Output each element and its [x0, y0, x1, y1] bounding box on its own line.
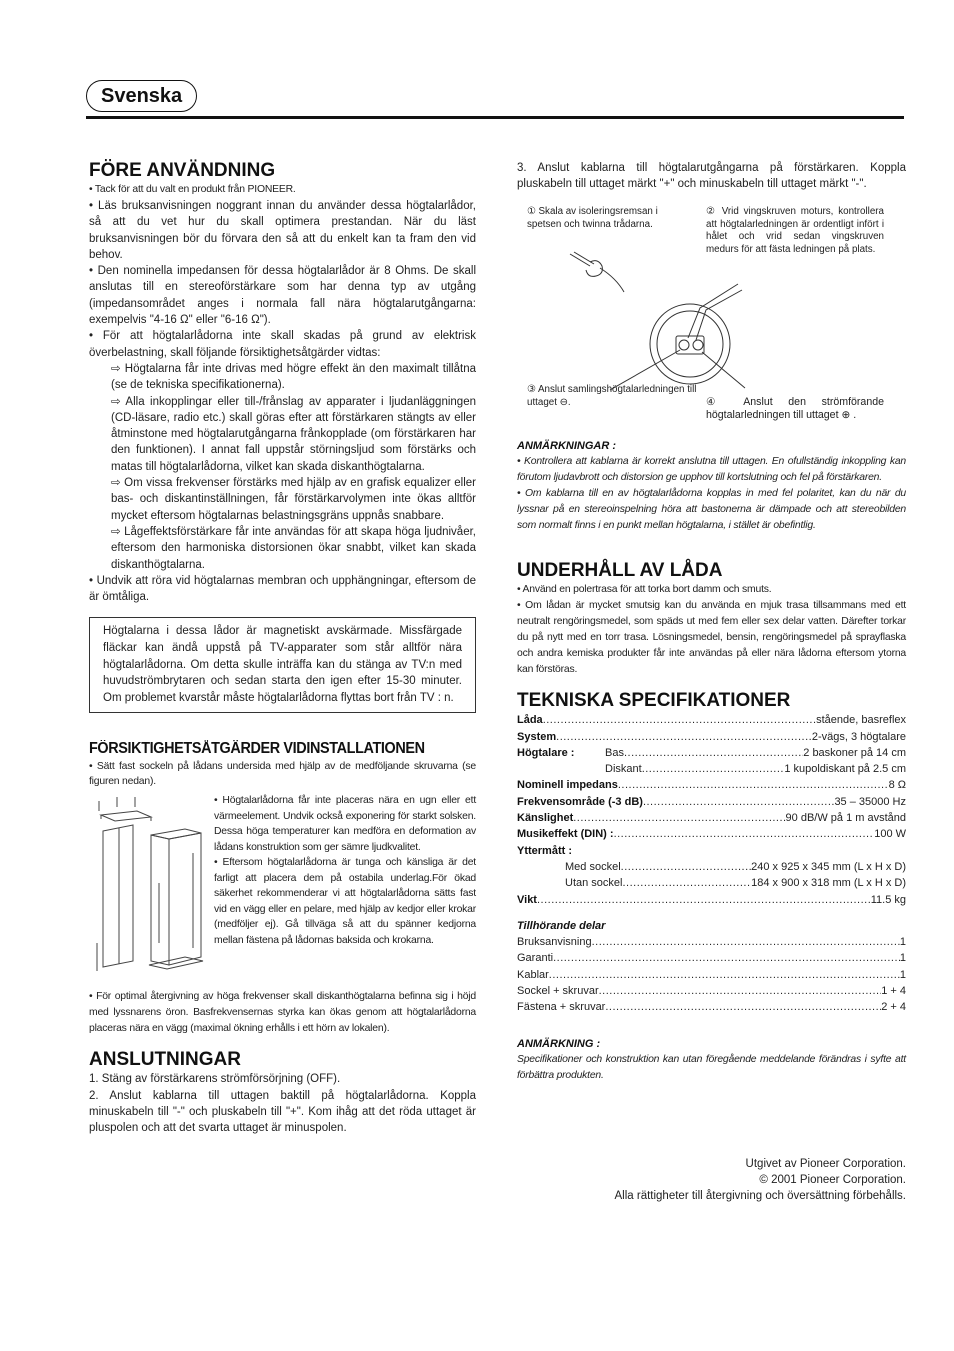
spec-row — [517, 794, 906, 810]
paragraph: 2. Anslut kablarna till uttagen baktill på högtalarlådorna. Koppla minuskabeln till "-" och pluskabeln till "+". Kom ihåg att det röda uttaget är pluspolen och att det svarta uttaget är minuspolen. — [89, 1089, 476, 1135]
spec-sublabel: Utan sockel — [565, 877, 623, 890]
leader-dots — [556, 729, 812, 745]
leader-dots — [621, 859, 751, 875]
accessories-table — [517, 934, 906, 1015]
accessory-row — [517, 983, 906, 999]
leader-dots — [553, 950, 900, 966]
spec-row — [517, 875, 906, 891]
notice-text: Högtalarna i dessa lådor är magnetiskt avskärmade. Missfärgade fläckar kan ändå uppstå på TV-apparater som står alltför nära högtalarlådorna. Om detta skulle inträffa kan du stänga av TV:n med huvudströmbrytaren och sedan starta den igen efter 15-30 minuter. Om problemet kvarstår måste högtalarlådorna flyttas bort från TV : n. — [103, 625, 462, 704]
spec-label: Yttermått : — [517, 844, 573, 857]
paragraph: • Tack för att du valt en produkt från PIONEER. — [89, 184, 296, 195]
spec-sublabel: Diskant — [605, 763, 642, 776]
paragraph: • Använd en polertrasa för att torka bort damm och smuts. — [517, 584, 772, 596]
caution-item: ⇨ Alla inkopplingar eller till-/frånslag av apparater i ljudanläggningen (CD-läsare, radio etc.) skall göras efter att förstärkaren stängts av eller åtminstone med högtalarutgångarna frånkopplade (om förstärkaren har den funktionen). I annat fall uppstår störningsljud som förstärks och matas till högtalarlådorna, vilket kan skada diskanthögtalarna. — [111, 395, 476, 473]
spec-sublabel: Med sockel — [565, 860, 621, 873]
remarks-title: ANMÄRKNINGAR : — [517, 440, 616, 452]
leader-dots — [537, 892, 871, 908]
speaker-stand-icon — [89, 793, 214, 989]
left-column — [89, 160, 476, 1137]
magnetic-shield-notice — [89, 617, 476, 713]
paragraph: 3. Anslut kablarna till högtalarutgångarna på förstärkaren. Koppla pluskabeln till uttaget märkt "+" och minuskabeln till uttaget märkt "-". — [517, 162, 906, 191]
copyright-line: © 2001 Pioneer Corporation. — [759, 1174, 906, 1186]
paragraph: • För optimal återgivning av höga frekvenser skall diskanthögtalarna befinna sig i höjd med lyssnarens öron. Basfrekvensernas styrka kan ökas genom att högtalarlådorna placeras nära en vägg (maximal ökning erhålls i ett hörn av lokalen). — [89, 991, 476, 1035]
spec-label: Musikeffekt (DIN) : — [517, 828, 614, 841]
leader-dots — [549, 967, 900, 983]
paragraph: • Läs bruksanvisningen noggrant innan du använder dessa högtalarlådor, så att du vet hur du skall optimera prestandan. När du läst bruksanvisningen bör du förvara den så att du enkelt kan ta fram den vid behov. — [89, 200, 476, 261]
spec-row — [517, 843, 906, 859]
leader-dots — [573, 810, 785, 826]
accessories-title: Tillhörande delar — [517, 919, 606, 932]
section-title-specs: TEKNISKA SPECIFIKATIONER — [517, 690, 791, 712]
header-rule — [86, 116, 904, 119]
spec-row — [517, 729, 906, 745]
note-text: Specifikationer och konstruktion kan utan föregående meddelande förändras i syfte att förbättra produkten. — [517, 1053, 906, 1081]
paragraph: • Sätt fast sockeln på lådans undersida med hjälp av de medföljande skruvarna (se figuren nedan). — [89, 761, 476, 788]
spec-value: stående, basreflex — [816, 714, 906, 727]
spec-label: Låda — [517, 714, 543, 727]
spec-label: Frekvensområde (-3 dB) — [517, 795, 643, 808]
accessory-qty: 2 + 4 — [881, 1001, 906, 1014]
paragraph: • Undvik att röra vid högtalarnas membran och upphängningar, eftersom de är ömtåliga. — [89, 574, 476, 604]
spec-label: System — [517, 730, 557, 743]
spec-label: Vikt — [517, 893, 537, 906]
spec-row — [517, 826, 906, 842]
remark-item: • Om kablarna till en av högtalarlådorna kopplas in med fel polaritet, kan du när du lyssnar på en stereoinspelning höra att bastonerna är dämpade och att stereobilden som normalt finns i en punkt mellan högtalarna, i stället är obefintlig. — [517, 488, 906, 532]
spec-row — [517, 810, 906, 826]
paragraph: • Den nominella impedansen för dessa högtalarlådor är 8 Ohms. De skall anslutas till en stereoförstärkare som har denna typ av utgång (impedansområdet anges i normala fall nära högtalarutgångarna: exempelvis "4-16 Ω" eller "6-16 Ω"). — [89, 265, 476, 327]
accessory-qty: 1 — [899, 968, 906, 981]
accessory-row — [517, 967, 906, 983]
spec-value: 11.5 kg — [870, 893, 906, 906]
leader-dots — [605, 999, 881, 1015]
spec-value: 1 kupoldiskant på 2.5 cm — [784, 763, 906, 776]
spec-row — [517, 761, 906, 777]
spec-sublabel: Bas — [605, 746, 624, 759]
leader-dots — [543, 712, 816, 728]
right-column — [517, 160, 906, 193]
accessory-label: Sockel + skruvar — [517, 985, 599, 998]
spec-row — [517, 859, 906, 875]
spec-value: 2 baskoner på 14 cm — [803, 746, 906, 759]
caption-2: ② Vrid vingskruven moturs, kontrollera att högtalarledningen är ordentligt infört i hålet och vrid sedan vingskruven medurs för att fästa ledningen på plats. — [706, 206, 884, 255]
leader-dots — [622, 875, 751, 891]
accessory-label: Kablar — [517, 968, 549, 981]
section-title-fore: FÖRE ANVÄNDNING — [89, 160, 276, 181]
spec-table — [517, 712, 906, 908]
rights-line: Alla rättigheter till återgivning och översättning förbehålls. — [614, 1190, 906, 1202]
paragraph: • För att högtalarlådorna inte skall skadas på grund av elektrisk överbelastning, skall följande försiktighetsåtgärder vidtas: — [89, 330, 476, 359]
paragraph: • Eftersom högtalarlådorna är tunga och känsliga är det farligt att placera dem på ostabila underlag.För ökad säkerhet rekommenderar vi att högtalarlådorna sätts fast vid en vägg eller en pelare, med hjälp av kedjor eller krokar (medföljer ej). Gå tillväga så att du spänner kedjorna mellan fästena på lådornas baksida och krokarna. — [214, 857, 476, 946]
spec-row — [517, 892, 906, 908]
remark-item: • Kontrollera att kablarna är korrekt anslutna till uttagen. En ofullständig inkoppling kan förutom ljudavbrott och distorsion ge upphov till kortslutning och fel på förstärkaren. — [517, 456, 906, 484]
accessory-qty: 1 — [899, 936, 906, 949]
note-title: ANMÄRKNING : — [517, 1037, 601, 1050]
accessory-qty: 1 — [899, 952, 906, 965]
spec-value: 90 dB/W på 1 m avstånd — [785, 812, 906, 825]
spec-value: 100 W — [874, 828, 906, 841]
accessory-row — [517, 999, 906, 1015]
spec-row — [517, 745, 906, 761]
spec-value: 8 Ω — [888, 779, 906, 792]
spec-label: Nominell impedans — [517, 779, 618, 792]
spec-label — [517, 761, 605, 777]
leader-dots — [618, 777, 889, 793]
publisher-line: Utgivet av Pioneer Corporation. — [745, 1158, 906, 1170]
paragraph: • Om lådan är mycket smutsig kan du använda en mjuk trasa tillsammans med ett neutralt rengöringsmedel, som späds ut med fem eller sex delar vatten. Därefter torkar du på nytt med en torr trasa. Lösningsmedel, bensin, rengöringsmedel på sprayflaska och andra kemiska produkter får inte användas på eller nära lådorna eftersom ytorna kan förstöras. — [517, 600, 906, 676]
accessory-row — [517, 934, 906, 950]
section-title-anslutningar: ANSLUTNINGAR — [89, 1049, 241, 1071]
paragraph: 1. Stäng av förstärkarens strömförsörjning (OFF). — [89, 1073, 341, 1086]
spec-value: 184 x 900 x 318 mm (L x H x D) — [751, 877, 906, 890]
speaker-install-figure — [89, 793, 214, 989]
paragraph: • Högtalarlådorna får inte placeras nära en ugn eller ett värmeelement. Undvik också exponering för starkt solsken. Dessa höga temperaturer kan medföra en deformation av lådans konstruktion som ger sämre ljudkvalitet. — [214, 795, 476, 853]
leader-dots — [614, 826, 875, 842]
spec-row — [517, 712, 906, 728]
accessory-label: Garanti — [517, 952, 554, 965]
spec-label: Högtalare : — [517, 746, 575, 759]
accessory-label: Bruksanvisning — [517, 936, 592, 949]
caution-item: ⇨ Lågeffektsförstärkare får inte användas för att skapa höga ljudnivåer, eftersom den harmoniska distorsionen ökar snabbt, vilket kan skada diskanthögtalarna. — [111, 525, 476, 571]
right-lower-column — [517, 438, 906, 1084]
accessory-qty: 1 + 4 — [881, 985, 906, 998]
section-title-installation: FÖRSIKTIGHETSÅTGÄRDER VIDINSTALLATIONEN — [89, 740, 425, 758]
leader-dots — [599, 983, 882, 999]
spec-value: 2-vägs, 3 högtalare — [811, 730, 906, 743]
leader-dots — [624, 745, 803, 761]
caution-item: ⇨ Högtalarna får inte drivas med högre effekt än den maximalt tillåtna (se de tekniska specifikationerna). — [111, 362, 476, 392]
accessory-row — [517, 950, 906, 966]
leader-dots — [592, 934, 900, 950]
section-title-underhall: UNDERHÅLL AV LÅDA — [517, 560, 723, 582]
caption-4: ④ Anslut den strömförande högtalarledningen till uttaget ⊕ . — [706, 396, 884, 421]
spec-value: 240 x 925 x 345 mm (L x H x D) — [751, 860, 906, 873]
caution-item: ⇨ Om vissa frekvenser förstärks med hjälp av en grafisk equalizer eller bas- och diskantinställningen, får förstärkarvolymen inte ökas alltför mycket eftersom högtalarnas belastningsgräns uppnås snabbare. — [111, 477, 476, 522]
caption-1: ① Skala av isoleringsremsan i spetsen och twinna trådarna. — [527, 206, 658, 230]
spec-label: Känslighet — [517, 812, 574, 825]
caption-3: ③ Anslut samlingshögtalarledningen till uttaget ⊖. — [527, 384, 697, 408]
publisher-info — [615, 1156, 907, 1204]
leader-dots — [642, 761, 785, 777]
language-tab: Svenska — [86, 80, 197, 112]
accessory-label: Fästena + skruvar — [517, 1001, 606, 1014]
leader-dots — [643, 794, 835, 810]
spec-value: 35 – 35000 Hz — [834, 795, 906, 808]
spec-row — [517, 777, 906, 793]
